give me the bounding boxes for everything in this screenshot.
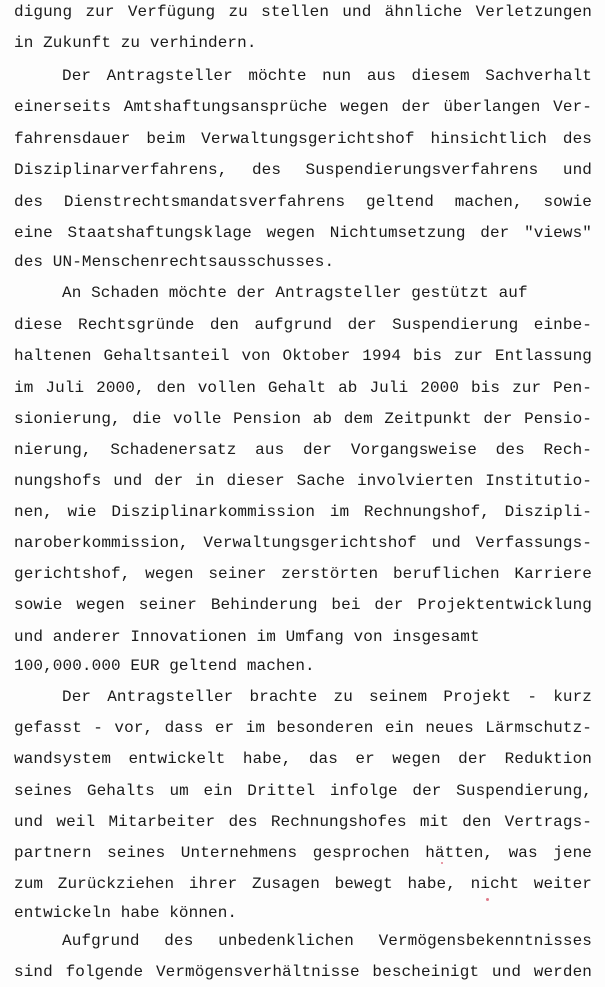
text-line: nierung, Schadenersatz aus der Vorgangsweise des Rech- — [14, 441, 592, 459]
text-line: in Zukunft zu verhindern. — [14, 34, 257, 52]
text-line: gefasst - vor, dass er im besonderen ein neues Lärmschutz- — [14, 719, 592, 737]
text-line: Disziplinarverfahrens, des Suspendierungsverfahrens und — [14, 161, 592, 179]
paragraph-start-line: An Schaden möchte der Antragsteller gestützt auf — [62, 284, 528, 302]
ink-speck — [441, 862, 443, 864]
text-line: digung zur Verfügung zu stellen und ähnliche Verletzungen — [14, 3, 592, 21]
text-line: des UN-Menschenrechtsausschusses. — [14, 253, 335, 271]
text-line: naroberkommission, Verwaltungsgerichtshof und Verfassungs- — [14, 534, 592, 552]
ink-speck — [486, 898, 489, 901]
paragraph-start-line: Aufgrund des unbedenklichen Vermögensbekenntnisses — [62, 932, 592, 950]
text-line: zum Zurückziehen ihrer Zusagen bewegt habe, nicht weiter — [14, 875, 592, 893]
text-line: nungshofs und der in dieser Sache involvierten Institutio- — [14, 472, 592, 490]
text-line: und weil Mitarbeiter des Rechnungshofes mit den Vertrags- — [14, 813, 592, 831]
text-line: wandsystem entwickelt habe, das er wegen der Reduktion — [14, 750, 592, 768]
text-line: sionierung, die volle Pension ab dem Zeitpunkt der Pensio- — [14, 410, 592, 428]
text-line: eine Staatshaftungsklage wegen Nichtumsetzung der "views" — [14, 224, 592, 242]
text-line: und anderer Innovationen im Umfang von insgesamt — [14, 628, 480, 646]
text-line: nen, wie Disziplinarkommission im Rechnungshof, Diszipli- — [14, 503, 592, 521]
text-line: des Dienstrechtsmandatsverfahrens geltend machen, sowie — [14, 193, 592, 211]
text-line: sowie wegen seiner Behinderung bei der Projektentwicklung — [14, 596, 592, 614]
paragraph-start-line: Der Antragsteller brachte zu seinem Projekt - kurz — [62, 688, 592, 706]
text-line: seines Gehalts um ein Drittel infolge der Suspendierung, — [14, 782, 592, 800]
text-line: 100,000.000 EUR geltend machen. — [14, 657, 315, 675]
text-line: entwickeln habe können. — [14, 904, 238, 922]
text-line: fahrensdauer beim Verwaltungsgerichtshof hinsichtlich des — [14, 130, 592, 148]
text-line: partnern seines Unternehmens gesprochen hätten, was jene — [14, 844, 592, 862]
text-line: im Juli 2000, den vollen Gehalt ab Juli 2000 bis zur Pen- — [14, 379, 592, 397]
text-line: einerseits Amtshaftungsansprüche wegen der überlangen Ver- — [14, 98, 592, 116]
text-line: diese Rechtsgründe den aufgrund der Suspendierung einbe- — [14, 316, 592, 334]
text-line: sind folgende Vermögensverhältnisse bescheinigt und werden — [14, 963, 592, 981]
text-line: gerichtshof, wegen seiner zerstörten beruflichen Karriere — [14, 565, 592, 583]
paragraph-start-line: Der Antragsteller möchte nun aus diesem Sachverhalt — [62, 67, 592, 85]
text-line: haltenen Gehaltsanteil von Oktober 1994 bis zur Entlassung — [14, 347, 592, 365]
